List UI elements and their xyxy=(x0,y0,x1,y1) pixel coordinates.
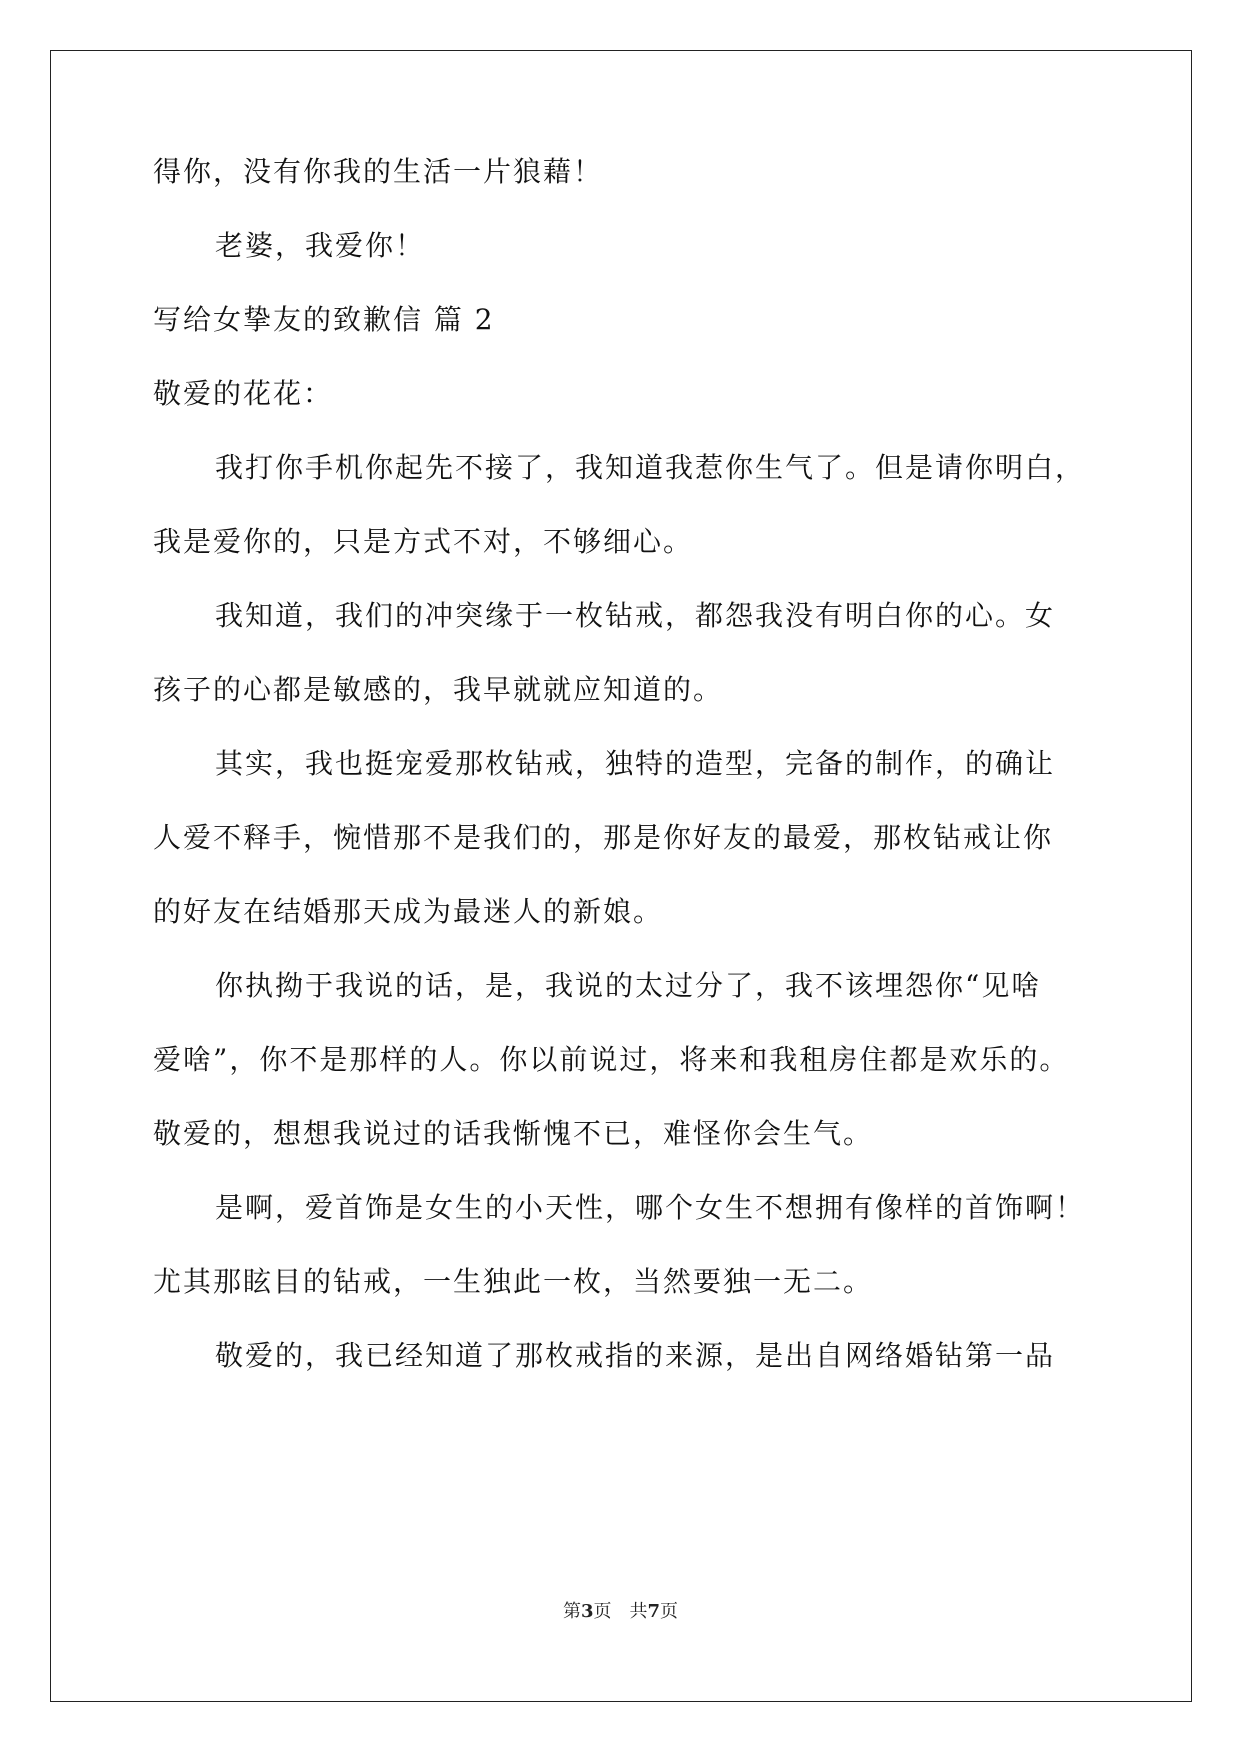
body-line: 是啊，爱首饰是女生的小天性，哪个女生不想拥有像样的首饰啊！ xyxy=(215,1191,1086,1224)
body-line: 人爱不释手，惋惜那不是我们的，那是你好友的最爱，那枚钻戒让你 xyxy=(153,821,1054,854)
body-line: 尤其那眩目的钻戒，一生独此一枚，当然要独一无二。 xyxy=(153,1265,874,1298)
total-unit: 页 xyxy=(660,1601,679,1622)
body-line: 敬爱的，我已经知道了那枚戒指的来源，是出自网络婚钻第一品 xyxy=(215,1339,1056,1372)
page-border xyxy=(50,50,1192,1702)
page-unit: 页 xyxy=(593,1601,612,1622)
body-line: 我知道，我们的冲突缘于一枚钻戒，都怨我没有明白你的心。女 xyxy=(215,599,1056,632)
page-current: 3 xyxy=(580,1601,594,1622)
body-line: 爱啥”，你不是那样的人。你以前说过，将来和我租房住都是欢乐的。 xyxy=(153,1043,1070,1076)
body-line: 我打你手机你起先不接了，我知道我惹你生气了。但是请你明白， xyxy=(215,451,1086,484)
body-line: 敬爱的，想想我说过的话我惭愧不已，难怪你会生气。 xyxy=(153,1117,874,1150)
body-line: 得你，没有你我的生活一片狼藉！ xyxy=(153,155,604,188)
body-line: 老婆，我爱你！ xyxy=(215,229,426,262)
salutation: 敬爱的花花： xyxy=(153,377,334,410)
body-line: 的好友在结婚那天成为最迷人的新娘。 xyxy=(153,895,664,928)
page-prefix: 第 xyxy=(562,1601,581,1622)
total-prefix: 共 xyxy=(629,1601,648,1622)
body-line: 其实，我也挺宠爱那枚钻戒，独特的造型，完备的制作，的确让 xyxy=(215,747,1056,780)
page-footer xyxy=(0,1600,1241,1624)
body-line: 我是爱你的，只是方式不对，不够细心。 xyxy=(153,525,694,558)
section-heading: 写给女挚友的致歉信 篇 2 xyxy=(153,303,495,336)
body-line: 你执拗于我说的话，是，我说的太过分了，我不该埋怨你“见啥 xyxy=(215,969,1042,1002)
body-line: 孩子的心都是敏感的，我早就就应知道的。 xyxy=(153,673,724,706)
page-total: 7 xyxy=(647,1601,661,1622)
